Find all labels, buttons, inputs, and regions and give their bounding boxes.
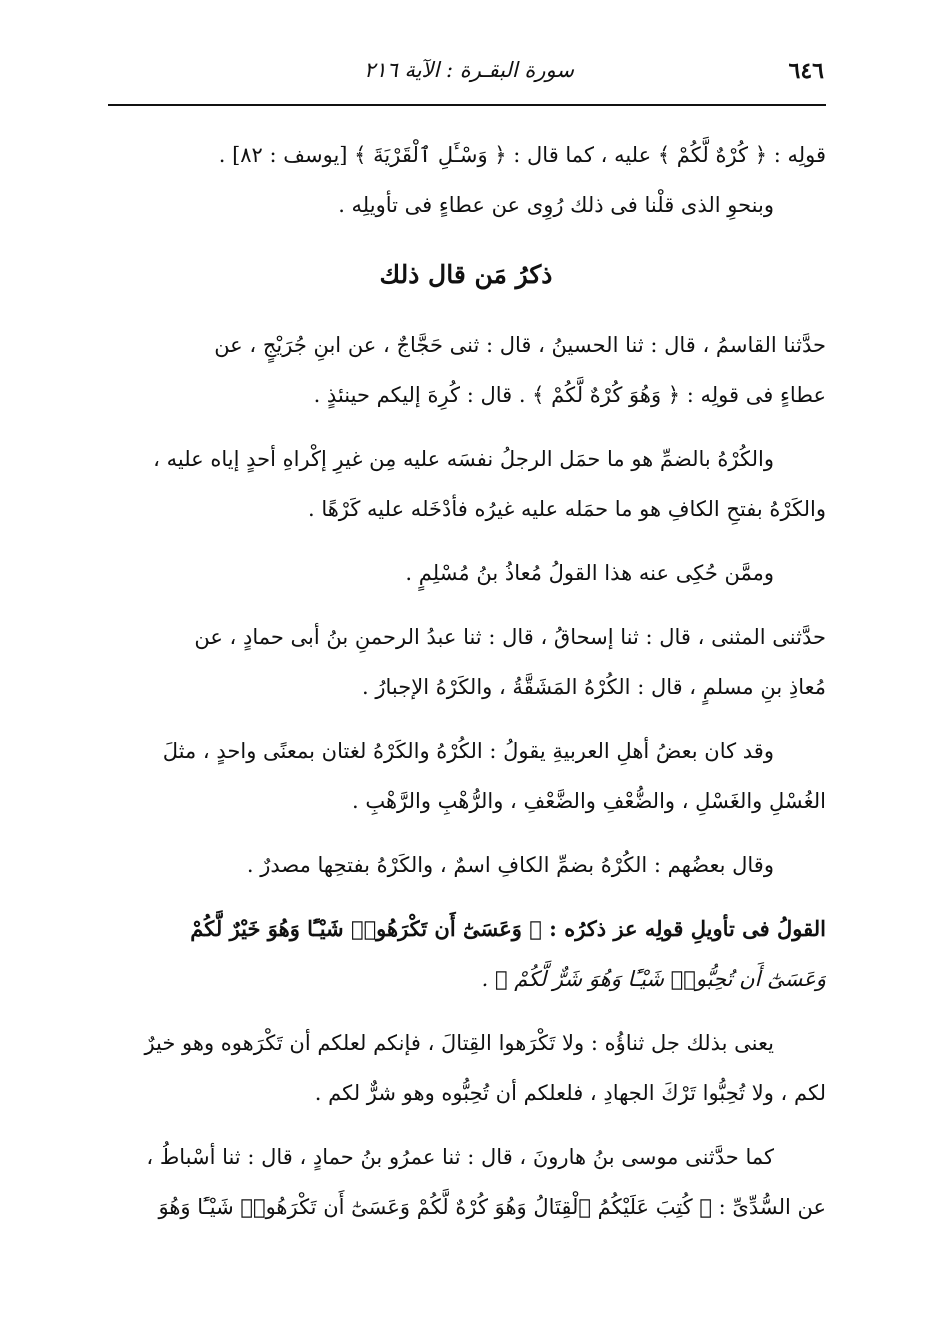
text-line: قولِه : ﴿ كُرْهٌ لَّكُمْ ﴾ عليه ، كما قال : ﴿ وَسْـَٔلِ ٱلْقَرْيَةَ ﴾ [يوسف : ٨٢] . xyxy=(218,143,826,167)
text-line: الغُسْلِ والغَسْلِ ، والضُّعْفِ والضَّعْفِ ، والرُّهْبِ والرَّهْبِ . xyxy=(352,789,826,813)
text-line: وقال بعضُهم : الكُرْهُ بضمِّ الكافِ اسمٌ ، والكَرْهُ بفتحِها مصدرٌ . xyxy=(246,853,774,877)
page-number: ٦٤٦ xyxy=(788,58,824,84)
text-line: يعنى بذلك جل ثناؤُه : ولا تَكْرَهوا القِتالَ ، فإنكم لعلكم أن تَكْرَهوه وهو خيرٌ xyxy=(144,1031,774,1055)
text-line: والكُرْهُ بالضمِّ هو ما حمَل الرجلُ نفسَه عليه مِن غيرِ إكْراهِ أحدٍ إياه عليه ، xyxy=(153,447,774,471)
text-line: وَعَسَىٰٓ أَن تُحِبُّوا۟ شَيْـًٔا وَهُوَ شَرٌّ لَّكُمْ ﴾ . xyxy=(481,967,826,991)
text-line: عن السُّدِّىِّ : ﴿ كُتِبَ عَلَيْكُمُ ٱلْقِتَالُ وَهُوَ كُرْهٌ لَّكُمْ وَعَسَىٰٓ أَن تَكْرَهُوا۟ شَيْـًٔا وَهُوَ xyxy=(158,1195,826,1219)
text-line: لكم ، ولا تُحِبُّوا تَرْكَ الجهادِ ، فلعلكم أن تُحِبُّوه وهو شرٌّ لكم . xyxy=(314,1081,826,1105)
text-line: حدَّثنى المثنى ، قال : ثنا إسحاقُ ، قال : ثنا عبدُ الرحمنِ بنُ أبى حمادٍ ، عن xyxy=(194,625,826,649)
text-line: كما حدَّثنى موسى بنُ هارونَ ، قال : ثنا عمرُو بنُ حمادٍ ، قال : ثنا أسْباطُ ، xyxy=(146,1145,774,1169)
running-title: سورة البقـرة : الآية ٢١٦ xyxy=(363,58,574,82)
header-divider xyxy=(108,104,826,106)
text-line: مُعاذِ بنِ مسلمٍ ، قال : الكُرْهُ المَشَقَّةُ ، والكَرْهُ الإجبارُ . xyxy=(362,675,826,699)
page-body xyxy=(106,130,826,1232)
text-line: حدَّثنا القاسمُ ، قال : ثنا الحسينُ ، قال : ثنى حَجَّاجٌ ، عن ابنِ جُرَيْجٍ ، عن xyxy=(214,333,826,357)
text-line: وبنحوِ الذى قلْنا فى ذلك رُوِى عن عطاءٍ فى تأويلِه . xyxy=(338,193,774,217)
text-line: والكَرْهُ بفتحِ الكافِ هو ما حمَله عليه غيرُه فأدْخَله عليه كَرْهًا . xyxy=(307,497,826,521)
text-line: وممَّن حُكِى عنه هذا القولُ مُعاذُ بنُ مُسْلِمٍ . xyxy=(405,561,774,585)
text-line: وقد كان بعضُ أهلِ العربيةِ يقولُ : الكُرْهُ والكَرْهُ لغتان بمعنًى واحدٍ ، مثلَ xyxy=(162,739,774,763)
section-heading: ذكرُ مَن قال ذلك xyxy=(379,260,553,289)
text-line: القولُ فى تأويلِ قولِه عز ذكرُه : ﴿ وَعَسَىٰٓ أَن تَكْرَهُوا۟ شَيْـًٔا وَهُوَ خَيْرٌ لَّكُمْ xyxy=(190,916,826,941)
page-header xyxy=(108,52,824,100)
text-line: عطاءٍ فى قولِه : ﴿ وَهُوَ كُرْهٌ لَّكُمْ ﴾ . قال : كُرِهَ إليكم حينئذٍ . xyxy=(313,383,826,407)
